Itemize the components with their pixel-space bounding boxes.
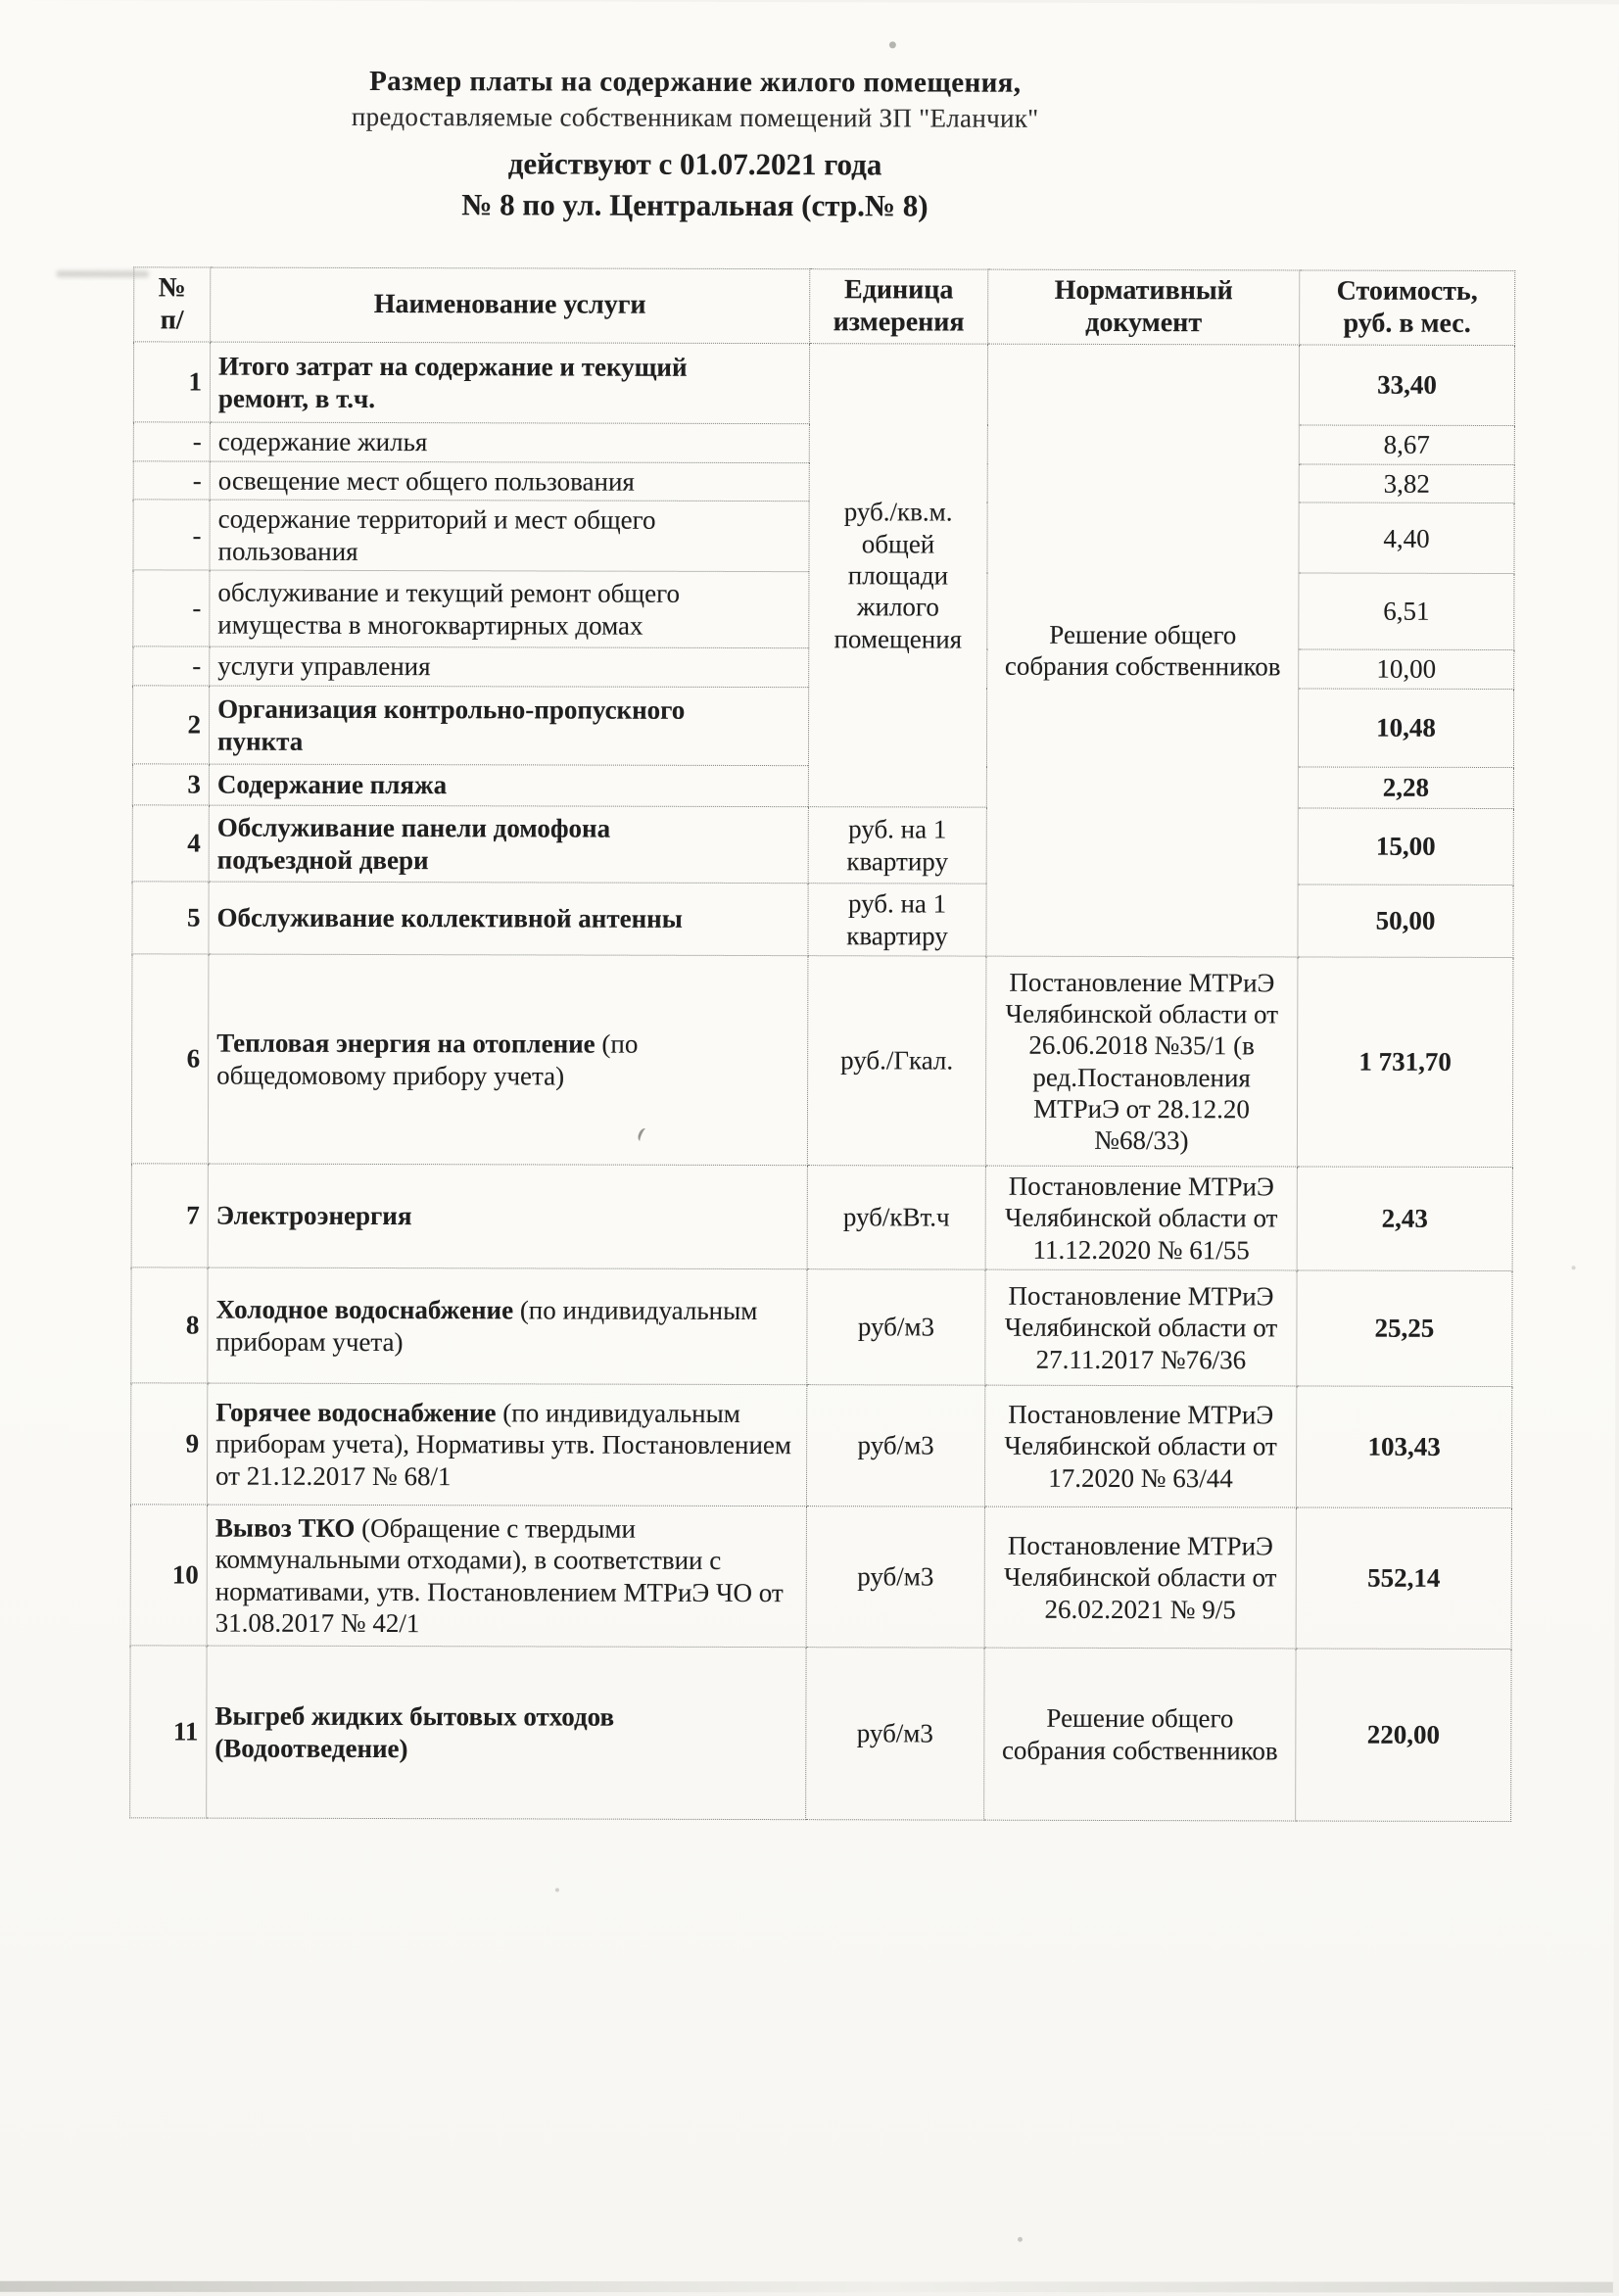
cell-service: услуги управления: [210, 646, 809, 688]
cell-num: 9: [130, 1383, 207, 1505]
scan-speck: [1018, 2237, 1023, 2242]
document-title-line4: № 8 по ул. Центральная (стр.№ 8): [461, 187, 929, 223]
cell-cost: 4,40: [1299, 502, 1514, 573]
cell-service: обслуживание и текущий ремонт общего имущества в многоквартирных домах: [210, 570, 809, 648]
cell-unit: руб/м3: [806, 1507, 984, 1648]
cell-unit: руб/м3: [806, 1385, 984, 1507]
cell-service: [207, 1383, 806, 1507]
table-row: [132, 805, 1513, 885]
service-name-bold: Горячее водоснабжение: [215, 1397, 497, 1428]
header-cost: Стоимость, руб. в мес.: [1300, 270, 1515, 346]
cell-service: Выгреб жидких бытовых отходов (Водоотведение): [207, 1646, 806, 1820]
table-row: [132, 882, 1513, 958]
table-row: [131, 1164, 1512, 1271]
cell-cost: 2,28: [1298, 767, 1513, 809]
cell-document: Постановление МТРиЭ Челябинской области от 26.06.2018 №35/1 (в ред.Постановления МТРиЭ от 28.12.20 №68/33): [985, 956, 1298, 1167]
cell-service: [210, 342, 809, 424]
cell-service: [207, 1505, 806, 1648]
cell-cost: 6,51: [1299, 573, 1514, 650]
document-header: [0, 0, 1391, 225]
cell-document: Постановление МТРиЭ Челябинской области от 27.11.2017 №76/36: [985, 1269, 1297, 1386]
cell-document-shared: Решение общего собрания собственников: [986, 344, 1300, 957]
service-name-bold: Итого затрат на содержание и текущий ремонт, в т.ч.: [217, 351, 688, 413]
cell-service: Организация контрольно-пропускного пункта: [209, 686, 808, 766]
cell-num: 1: [133, 342, 210, 422]
cell-num: 4: [132, 805, 209, 882]
cell-unit-shared: руб./кв.м. общей площади жилого помещения: [808, 344, 987, 808]
cell-cost: 2,43: [1297, 1167, 1512, 1271]
cell-unit: руб./Гкал.: [807, 956, 986, 1166]
service-name-bold: Тепловая энергия на отопление: [216, 1028, 595, 1059]
header-document: Нормативный документ: [988, 269, 1300, 345]
document-title-line3: действуют с 01.07.2021 года: [507, 146, 882, 182]
cell-service: содержание территорий и мест общего пользования: [210, 500, 809, 571]
cell-cost: 8,67: [1299, 425, 1514, 465]
cell-document: Постановление МТРиЭ Челябинской области от 26.02.2021 № 9/5: [984, 1507, 1296, 1649]
cell-unit: руб. на 1 квартиру: [808, 884, 986, 956]
header-unit: Единица измерения: [810, 269, 988, 344]
cell-num: -: [133, 422, 210, 461]
cell-service: содержание жилья: [210, 422, 809, 463]
table-row: [130, 1646, 1511, 1822]
cell-service: освещение мест общего пользования: [210, 461, 809, 502]
service-name-bold: Холодное водоснабжение: [215, 1294, 514, 1325]
cell-service: [208, 1268, 807, 1385]
cell-num: -: [133, 461, 210, 501]
service-name-rest: (по индивидуальным приборам учета): [215, 1295, 758, 1357]
cell-num: 6: [131, 954, 209, 1164]
cell-cost: 50,00: [1298, 885, 1513, 958]
header-service: Наименование услуги: [211, 267, 810, 344]
cell-unit: руб/м3: [806, 1648, 984, 1820]
table-row: [131, 1268, 1512, 1387]
document-title-line1: Размер платы на содержание жилого помещения,: [369, 65, 1022, 99]
header-num: № п/: [134, 267, 211, 342]
cell-cost: 1 731,70: [1297, 957, 1513, 1168]
cell-num: 3: [132, 764, 209, 805]
service-name-rest: (по общедомовому прибору учета): [216, 1028, 639, 1091]
cell-num: 2: [132, 686, 209, 764]
table-row: [130, 1505, 1511, 1650]
cell-cost: 103,43: [1296, 1386, 1511, 1508]
cell-num: -: [133, 570, 210, 646]
cell-num: 7: [131, 1164, 208, 1268]
cell-service: Обслуживание панели домофона подъездной двери: [209, 805, 808, 884]
cell-cost: 10,00: [1299, 649, 1514, 690]
cell-cost: 220,00: [1296, 1649, 1511, 1822]
table-row: [131, 954, 1513, 1168]
scan-bottom-edge: [0, 2281, 1613, 2293]
cell-cost: 10,48: [1298, 689, 1513, 768]
cell-num: 10: [130, 1505, 207, 1646]
cell-num: -: [133, 646, 210, 686]
cell-unit: руб/кВт.ч: [807, 1166, 985, 1269]
cell-num: 11: [130, 1646, 207, 1818]
cell-num: -: [133, 500, 210, 570]
cell-cost: 15,00: [1298, 808, 1513, 885]
cell-num: 8: [131, 1268, 208, 1383]
cell-document: Постановление МТРиЭ Челябинской области от 17.2020 № 63/44: [984, 1385, 1296, 1507]
service-name-rest: (Обращение с твердыми коммунальными отходами), в соответствии с нормативами, утв. Постановлением МТРиЭ ЧО от 31.08.2017 № 42/1: [214, 1512, 784, 1639]
cell-cost: 25,25: [1297, 1270, 1512, 1387]
scan-speck: [555, 1888, 559, 1891]
service-name-bold: Вывоз ТКО: [214, 1512, 356, 1543]
cell-cost: 33,40: [1299, 345, 1514, 426]
cell-cost: 3,82: [1299, 464, 1514, 503]
document-title-line2: предоставляемые собственникам помещений ЗП "Еланчик": [351, 101, 1039, 133]
cell-document: Постановление МТРиЭ Челябинской области от 11.12.2020 № 61/55: [985, 1166, 1297, 1270]
cell-service: Обслуживание коллективной антенны: [209, 882, 808, 956]
table-header-row: [134, 267, 1515, 346]
scan-speck: [1572, 1266, 1576, 1269]
cell-cost: 552,14: [1296, 1507, 1511, 1650]
cell-document: Решение общего собрания собственников: [984, 1648, 1296, 1821]
service-name-rest: (по индивидуальным приборам учета), Нормативы утв. Постановлением от 21.12.2017 № 68/1: [215, 1398, 792, 1492]
cell-service: [208, 954, 808, 1166]
tariff-table: [129, 266, 1515, 1822]
cell-num: 5: [132, 882, 209, 954]
cell-service: Электроэнергия: [208, 1164, 807, 1269]
cell-unit: руб/м3: [807, 1269, 985, 1385]
table-row: [130, 1383, 1511, 1508]
cell-unit: руб. на 1 квартиру: [808, 807, 986, 884]
table-row: [133, 342, 1514, 426]
cell-service: Содержание пляжа: [209, 764, 808, 807]
